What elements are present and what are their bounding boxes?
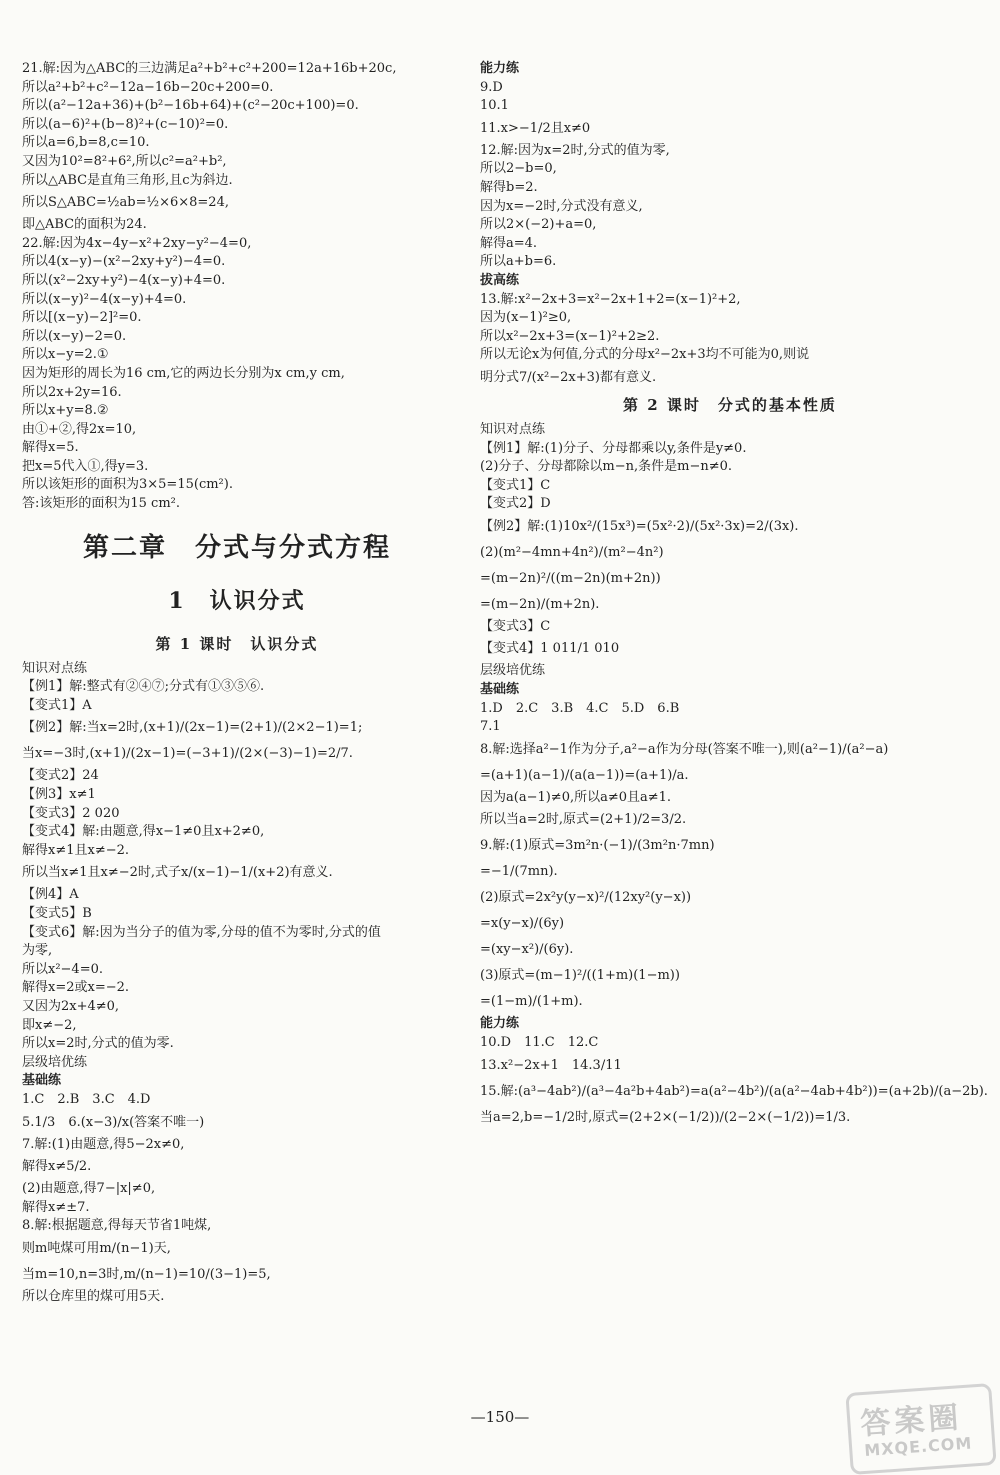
answer-line: 所以4(x−y)−(x²−2xy+y²)−4=0. <box>22 254 226 270</box>
answer-line: 所以(x−y)−2=0. <box>22 328 127 344</box>
subsection-heading: 基础练 <box>480 682 520 698</box>
answer-line: 【变式1】A <box>22 697 92 713</box>
answer-line: 8.解:选择a²−1作为分子,a²−a作为分母(答案不唯一),则(a²−1)/(a²−a) <box>480 741 889 757</box>
answer-line: 知识对点练 <box>22 660 88 676</box>
answer-line: 所以S△ABC=½ab=½×6×8=24, <box>22 195 229 211</box>
answer-line: 明分式7/(x²−2x+3)都有意义. <box>480 369 657 385</box>
answer-line: 【例2】解:(1)10x²/(15x³)=(5x²·2)/(5x²·3x)=2/(3x). <box>480 518 799 534</box>
answer-line: 因为x=−2时,分式没有意义, <box>480 198 643 214</box>
answer-line: 所以x−y=2.① <box>22 347 109 363</box>
answer-line: 为零, <box>22 943 53 959</box>
subsection-heading: 能力练 <box>480 61 520 76</box>
answer-line: 所以△ABC是直角三角形,且c为斜边. <box>22 172 233 188</box>
answer-line: 当a=2,b=−1/2时,原式=(2+2×(−1/2))/(2−2×(−1/2))=1/3. <box>480 1109 851 1125</box>
answer-line: 解得a=4. <box>480 235 538 251</box>
answer-line: 当x=−3时,(x+1)/(2x−1)=(−3+1)/(2×(−3)−1)=2/7. <box>22 746 353 762</box>
subsection-heading: 能力练 <box>480 1016 520 1032</box>
answer-line: 则m吨煤可用m/(n−1)天, <box>22 1240 171 1256</box>
answer-line: 答:该矩形的面积为15 cm². <box>22 496 181 512</box>
answer-line: =(xy−x²)/(6y). <box>480 942 574 958</box>
answer-line: 【变式3】C <box>480 618 551 634</box>
answer-line: 【变式3】2 020 <box>22 805 120 821</box>
answer-line: 当m=10,n=3时,m/(n−1)=10/(3−1)=5, <box>22 1266 271 1282</box>
answer-line: 所以(x²−2xy+y²)−4(x−y)+4=0. <box>22 272 226 288</box>
answer-line: 9.D <box>480 79 503 95</box>
answer-line: 【例2】解:当x=2时,(x+1)/(2x−1)=(2+1)/(2×2−1)=1; <box>22 720 363 736</box>
answer-line: 所以当a=2时,原式=(2+1)/2=3/2. <box>480 812 687 828</box>
answer-line: 因为a(a−1)≠0,所以a≠0且a≠1. <box>480 789 672 805</box>
answer-line: 21.解:因为△ABC的三边满足a²+b²+c²+200=12a+16b+20c, <box>22 61 397 76</box>
answer-line: 解得b=2. <box>480 179 538 195</box>
answer-line: 12.解:因为x=2时,分式的值为零, <box>480 142 670 158</box>
answer-line: 因为(x−1)²≥0, <box>480 310 572 326</box>
answer-line: 【例3】x≠1 <box>22 787 96 803</box>
answer-line: 所以2−b=0, <box>480 161 557 177</box>
answer-line: 15.解:(a³−4ab²)/(a³−4a²b+4ab²)=a(a²−4b²)/(a(a²−4ab+4b²))=(a+2b)/(a−2b). <box>480 1083 988 1099</box>
answer-line: 【变式2】24 <box>22 768 99 784</box>
answer-line: 7.解:(1)由题意,得5−2x≠0, <box>22 1136 185 1152</box>
answer-line: 所以无论x为何值,分式的分母x²−2x+3均不可能为0,则说 <box>480 347 810 363</box>
answer-line: 9.解:(1)原式=3m²n·(−1)/(3m²n·7mn) <box>480 838 715 854</box>
answer-line: 8.解:根据题意,得每天节省1吨煤, <box>22 1218 212 1234</box>
answer-line: 即x≠−2, <box>22 1017 77 1033</box>
answer-line: 13.解:x²−2x+3=x²−2x+1+2=(x−1)²+2, <box>480 291 741 307</box>
right-column <box>480 60 988 1131</box>
answer-line: 10.D 11.C 12.C <box>480 1035 599 1051</box>
answer-line: 所以2×(−2)+a=0, <box>480 217 597 233</box>
answer-line: 所以(x−y)²−4(x−y)+4=0. <box>22 291 187 307</box>
answer-line: 【变式5】B <box>22 906 92 921</box>
answer-line: 即△ABC的面积为24. <box>22 217 147 233</box>
answer-line: 所以x+y=8.② <box>22 403 109 419</box>
answer-line: 【变式4】1 011/1 010 <box>480 641 620 657</box>
watermark-logo <box>845 1383 996 1475</box>
subsection-heading: 基础练 <box>22 1073 62 1089</box>
answer-line: 1.C 2.B 3.C 4.D <box>22 1091 151 1107</box>
answer-line: (3)原式=(m−1)²/((1+m)(1−m)) <box>480 968 680 984</box>
answer-line: 所以当x≠1且x≠−2时,式子x/(x−1)−1/(x+2)有意义. <box>22 865 333 881</box>
answer-line: 所以x²−2x+3=(x−1)²+2≥2. <box>480 328 660 344</box>
answer-line: 解得x=2或x=−2. <box>22 980 130 996</box>
answer-line: =(a+1)(a−1)/(a(a−1))=(a+1)/a. <box>480 767 689 783</box>
answer-line: 所以x=2时,分式的值为零. <box>22 1036 174 1052</box>
answer-line: 所以(a²−12a+36)+(b²−16b+64)+(c²−20c+100)=0. <box>22 98 359 114</box>
answer-line: 所以[(x−y)−2]²=0. <box>22 310 142 326</box>
answer-line: 因为矩形的周长为16 cm,它的两边长分别为x cm,y cm, <box>22 365 345 381</box>
section-title: 1 认识分式 <box>168 587 306 614</box>
page-number: —150— <box>470 1408 530 1426</box>
answer-line: 5.1/3 6.(x−3)/x(答案不唯一) <box>22 1114 205 1130</box>
answer-line: 22.解:因为4x−4y−x²+2xy−y²−4=0, <box>22 235 252 251</box>
answer-line: =(1−m)/(1+m). <box>480 994 583 1010</box>
chapter-title: 第二章 分式与分式方程 <box>82 532 391 563</box>
answer-line: 又因为2x+4≠0, <box>22 998 120 1014</box>
answer-line: 所以仓库里的煤可用5天. <box>22 1288 165 1304</box>
answer-line: 所以a+b=6. <box>480 254 557 270</box>
subsection-heading: 拔高练 <box>480 272 520 288</box>
answer-line: 把x=5代入①,得y=3. <box>22 458 149 474</box>
answer-line: (2)(m²−4mn+4n²)/(m²−4n²) <box>480 544 664 560</box>
answer-line: (2)原式=2x²y(y−x)²/(12xy²(y−x)) <box>480 890 692 906</box>
lesson-title: 第 1 课时 认识分式 <box>155 634 319 653</box>
answer-line: 解得x≠±7. <box>22 1199 90 1215</box>
answer-line: 又因为10²=8²+6²,所以c²=a²+b², <box>22 153 227 169</box>
answer-line: 所以(a−6)²+(b−8)²+(c−10)²=0. <box>22 116 229 132</box>
lesson-title: 第 2 课时 分式的基本性质 <box>623 395 837 414</box>
answer-line: (2)由题意,得7−|x|≠0, <box>22 1181 156 1197</box>
answer-line: 层级培优练 <box>480 663 546 679</box>
answer-line: 7.1 <box>480 719 501 735</box>
answer-line: 所以2x+2y=16. <box>22 384 122 400</box>
answer-line: (2)分子、分母都除以m−n,条件是m−n≠0. <box>480 459 733 475</box>
answer-line: =(m−2n)²/((m−2n)(m+2n)) <box>480 570 661 586</box>
answer-line: 所以a=6,b=8,c=10. <box>22 135 150 151</box>
watermark-text: 答案圈 <box>859 1400 964 1443</box>
answer-line: 1.D 2.C 3.B 4.C 5.D 6.B <box>480 700 680 716</box>
answer-line: 13.x²−2x+1 14.3/11 <box>480 1057 622 1073</box>
answer-line: 解得x≠1且x≠−2. <box>22 842 130 858</box>
answer-line: 所以x²−4=0. <box>22 961 104 977</box>
left-column <box>22 60 452 1307</box>
answer-line: 层级培优练 <box>22 1054 88 1070</box>
answer-line: 由①+②,得2x=10, <box>22 421 137 437</box>
answer-line: 解得x≠5/2. <box>22 1159 92 1175</box>
answer-line: 【变式1】C <box>480 477 551 493</box>
answer-line: 解得x=5. <box>22 440 79 456</box>
watermark-url: MXQE.COM <box>863 1433 973 1460</box>
answer-line: 【例1】解:(1)分子、分母都乘以y,条件是y≠0. <box>480 440 747 456</box>
answer-line: 【变式2】D <box>480 496 551 512</box>
answer-line: 知识对点练 <box>480 421 546 437</box>
answer-line: 【变式6】解:因为当分子的值为零,分母的值不为零时,分式的值 <box>22 924 381 940</box>
answer-line: 所以该矩形的面积为3×5=15(cm²). <box>22 477 233 493</box>
answer-line: 10.1 <box>480 98 509 114</box>
answer-line: =−1/(7mn). <box>480 864 558 880</box>
answer-line: =x(y−x)/(6y) <box>480 916 565 932</box>
answer-line: 所以a²+b²+c²−12a−16b−20c+200=0. <box>22 79 274 95</box>
answer-line: 【例4】A <box>22 887 79 903</box>
answer-line: 【例1】解:整式有②④⑦;分式有①③⑤⑥. <box>22 679 265 695</box>
answer-line: 【变式4】解:由题意,得x−1≠0且x+2≠0, <box>22 824 265 840</box>
answer-line: 11.x>−1/2且x≠0 <box>480 120 591 136</box>
answer-line: =(m−2n)/(m+2n). <box>480 596 600 612</box>
